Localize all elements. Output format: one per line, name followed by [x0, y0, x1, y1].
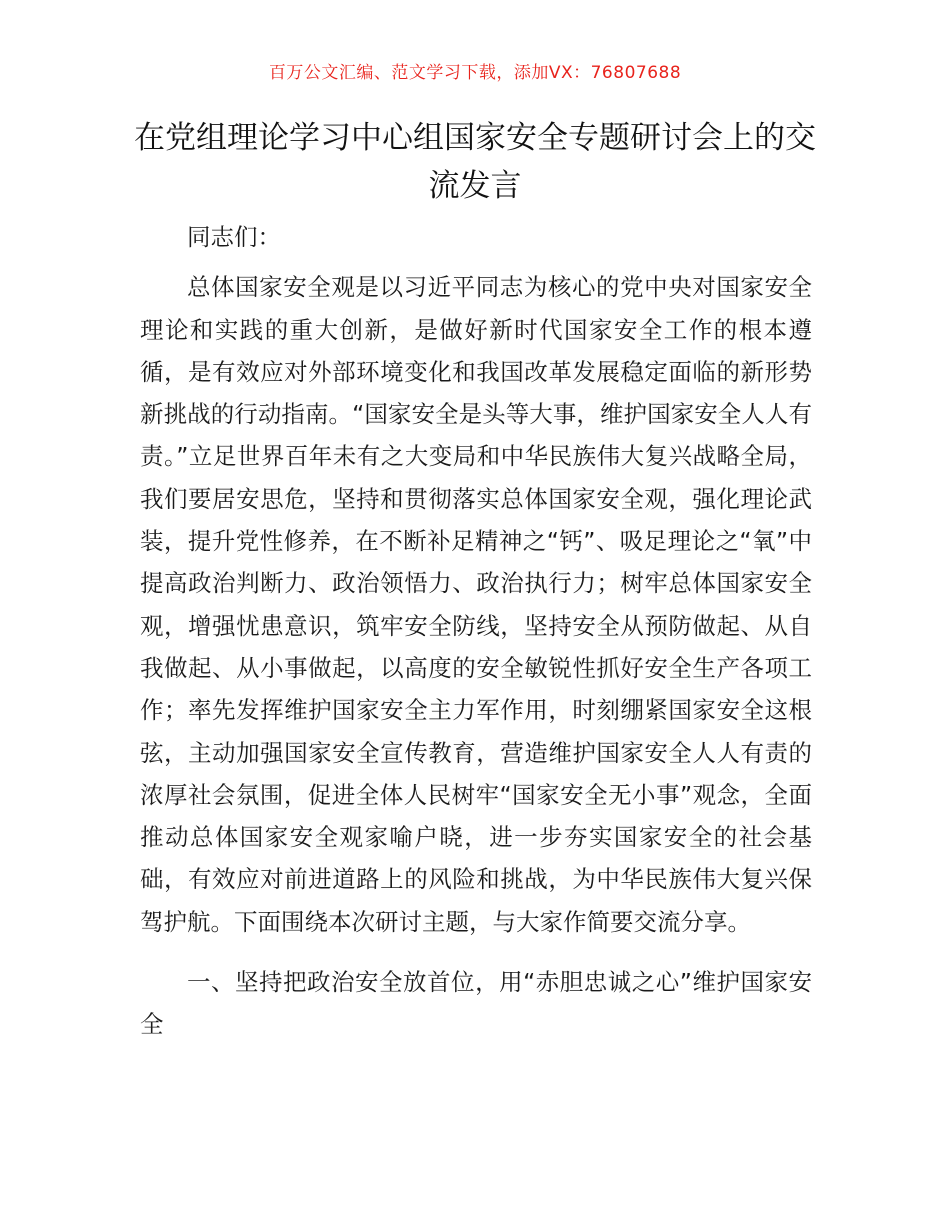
body-paragraph: 总体国家安全观是以习近平同志为核心的党中央对国家安全理论和实践的重大创新，是做好新时代国家安全工作的根本遵循，是有效应对外部环境变化和我国改革发展稳定面临的新形势新挑战的行动指南。“国家安全是头等大事，维护国家安全人人有责。”立足世界百年未有之大变局和中华民族伟大复兴战略全局，我们要居安思危，坚持和贯彻落实总体国家安全观，强化理论武装，提升党性修养，在不断补足精神之“钙”、吸足理论之“氧”中提高政治判断力、政治领悟力、政治执行力；树牢总体国家安全观，增强忧患意识，筑牢安全防线，坚持安全从预防做起、从自我做起、从小事做起，以高度的安全敏锐性抓好安全生产各项工作；率先发挥维护国家安全主力军作用，时刻绷紧国家安全这根弦，主动加强国家安全宣传教育，营造维护国家安全人人有责的浓厚社会氛围，促进全体人民树牢“国家安全无小事”观念，全面推动总体国家安全观家喻户晓，进一步夯实国家安全的社会基础，有效应对前进道路上的风险和挑战，为中华民族伟大复兴保驾护航。下面围绕本次研讨主题，与大家作简要交流分享。: [140, 273, 812, 936]
document-title: 在党组理论学习中心组国家安全专题研讨会上的交流发言: [134, 120, 816, 204]
salutation: 同志们：: [187, 223, 281, 251]
document-body: [140, 216, 812, 1046]
section-heading: 一、坚持把政治安全放首位，用“赤胆忠诚之心”维护国家安全: [140, 968, 812, 1039]
header-note: 百万公文汇编、范文学习下载，添加VX：76807688: [268, 63, 682, 83]
